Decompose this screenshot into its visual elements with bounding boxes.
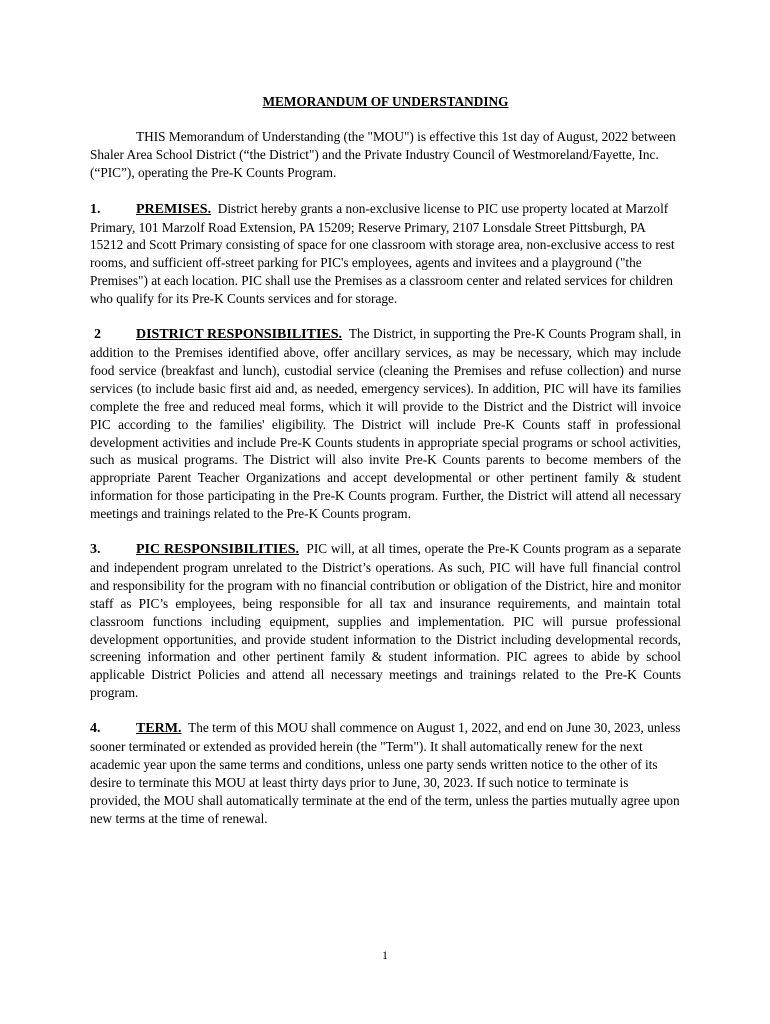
section-text: The term of this MOU shall commence on August 1, 2022, and end on June 30, 2023, unless sooner terminated or extended as provided herein (the "Term"). It shall automatically renew for the next academic year upon the same terms and conditions, unless one party sends written notice to the other of its desire to terminate this MOU at least thirty days prior to June, 30, 2023. If such notice to terminate is provided, the MOU shall automatically terminate at the end of the term, unless the parties mutually agree upon new terms at the time of renewal. — [90, 720, 681, 826]
document-title: MEMORANDUM OF UNDERSTANDING — [262, 94, 509, 109]
section-premises — [90, 200, 681, 308]
section-text: PIC will, at all times, operate the Pre-K Counts program as a separate and independent program unrelated to the District’s operations. As such, PIC will have full financial control and responsibility for the program with no financial contribution or obligation of the District, hire and monitor staff as PIC’s employees, being responsible for all tax and insurance requirements, and maintain total classroom functions including equipment, supplies and implementation. PIC will pursue professional development opportunities, and provide student information to the District including developmental records, screening information and other pertinent family & student information. PIC agrees to abide by school applicable District Policies and attend all necessary meetings and trainings related to the Pre-K Counts program. — [90, 541, 681, 701]
section-heading: TERM. — [136, 721, 182, 737]
section-pic-responsibilities — [90, 540, 681, 702]
section-heading: PIC RESPONSIBILITIES. — [136, 542, 299, 558]
page-number: 1 — [382, 948, 388, 962]
section-number: 3. — [90, 542, 101, 558]
section-text: District hereby grants a non-exclusive license to PIC use property located at Marzolf Primary, 101 Marzolf Road Extension, PA 15209; Reserve Primary, 2107 Lonsdale Street Pittsburgh, PA 15212 and Scott Primary consisting of space for one classroom with storage area, non-exclusive access to rest rooms, and sufficient off-street parking for PIC's employees, agents and invitees and a playground ("the Premises") at each location. PIC shall use the Premises as a classroom center and related services for children who qualify for its Pre-K Counts services and for storage. — [90, 200, 675, 307]
intro-paragraph: THIS Memorandum of Understanding (the "MOU") is effective this 1st day of August, 2022 between Shaler Area School District (“the District") and the Private Industry Council of Westmoreland/Fayette, Inc. (“PIC”), operating the Pre-K Counts Program. — [90, 128, 676, 180]
section-term — [90, 719, 681, 827]
document-page — [90, 93, 681, 845]
section-number: 2 — [94, 327, 101, 343]
section-number: 1. — [90, 201, 101, 217]
section-number: 4. — [90, 721, 101, 737]
section-text: The District, in supporting the Pre-K Counts Program shall, in addition to the Premises identified above, offer ancillary services, as may be necessary, which may include food service (breakfast and lunch), custodial service (cleaning the Premises and refuse collection) and nurse services (to include basic first aid and, as needed, emergency services). In addition, PIC will have its families complete the free and reduced meal forms, which it will provide to the District and the District will invoice PIC according to the families' eligibility. The District will include Pre-K Counts staff in professional development activities and include Pre-K Counts students in appropriate special programs or school activities, such as musical programs. The District will also invite Pre-K Counts parents to become members of the appropriate Parent Teacher Organizations and accept developmental or other pertinent family & student information for those participating in the Pre-K Counts program. Further, the District will attend all necessary meetings and trainings related to the Pre-K Counts program. — [90, 326, 682, 522]
section-heading: DISTRICT RESPONSIBILITIES. — [136, 327, 343, 343]
section-district-responsibilities — [90, 325, 681, 523]
section-heading: PREMISES. — [136, 201, 212, 217]
